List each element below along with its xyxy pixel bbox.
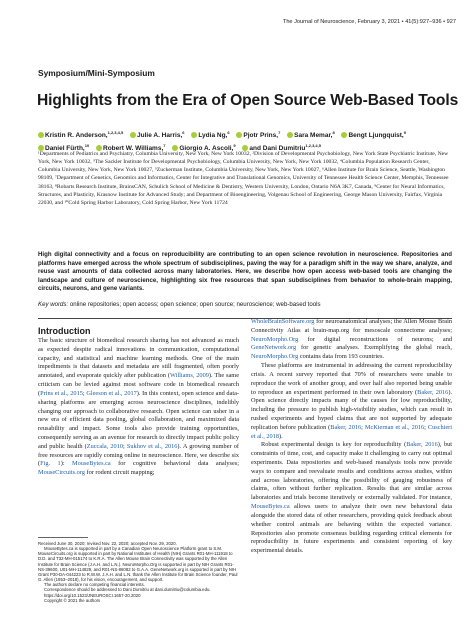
paragraph <box>251 362 452 441</box>
inline-link[interactable]: Fig. 1 <box>40 460 61 468</box>
text-run: for digital reconstructions of neurons; and <box>298 335 452 343</box>
author-affiliation-ref: 7 <box>163 143 166 149</box>
text-run: ). <box>278 432 283 440</box>
inline-link[interactable]: Prins et al., 2015 <box>40 389 83 397</box>
footnote: Correspondence should be addressed to Dani Dumitriu at dani.dumitriu@columbia.edu. <box>44 587 211 593</box>
text-run: ; <box>424 423 428 431</box>
author-name: Daniel Fürth, <box>45 145 85 153</box>
text-run: for cognitive behavioral data analyses; <box>110 460 240 468</box>
orcid-icon[interactable] <box>287 132 293 138</box>
text-run: Robust experimental design is key for reproducibility ( <box>261 441 407 449</box>
author-affiliation-ref: 9 <box>233 143 236 149</box>
author-affiliation-ref: 6 <box>182 130 185 135</box>
author-name: and Dani Dumitriu <box>249 145 306 153</box>
affiliations: ¹Departments of Pediatrics and Psychiatry, Columbia University, New York, New York 10032, ²Division of Developmental Psychobiology, New York State Psychiatric Institute, New York, New York 10032, ³The Sackler Institute for Developmental Psychobiology, Columbia University, New York, New York 10032, ⁴Columbia Population Research Center, Columbia University, New York, New York 10027, ⁵Zuckerman Institute, Columbia University, New York, New York 10027, ⁶Allen Institute for Brain Science, Seattle, Washington 98109, ⁷Department of Genetics, Genomics and Informatics, Center for Integrative and Translational Genomics, University of Tennessee Health Science Center, Memphis, Tennessee 38163, ⁸Robarts Research Institute, BrainsCAN, Schulich School of Medicine & Dentistry, Western University, London, Ontario N6A 3K7, Canada, ⁹Center for Neural Informatics, Structures, and Plasticity, Krasnow Institute for Advanced Study; and Department of Bioengineering, Volgenau School of Engineering, George Mason University, Fairfax, Virginia 22030, and ¹⁰Cold Spring Harbor Laboratory, Cold Spring Harbor, New York 11724 <box>38 151 449 206</box>
keywords <box>38 301 452 309</box>
orcid-icon[interactable] <box>341 132 347 138</box>
footnote: The authors declare no competing financial interests. <box>44 582 145 588</box>
text-run: ; <box>123 442 127 450</box>
section-heading-introduction: Introduction <box>38 326 91 336</box>
author-affiliation-ref: 10 <box>84 143 90 149</box>
footnote-divider <box>38 537 88 538</box>
author-name: Giorgio A. Ascoli, <box>179 145 234 153</box>
text-run: for genetic analyses. Exemplifying the global reach, <box>296 344 452 352</box>
inline-link[interactable]: WholeBrainSoftware.org <box>251 318 315 325</box>
inline-link[interactable]: NeuroMorpho.Org <box>251 335 299 343</box>
author-name: Kristin R. Anderson, <box>45 132 108 140</box>
inline-link[interactable]: Baker, 2016 <box>330 423 362 431</box>
section-label: Symposium/Mini-Symposium <box>38 68 155 78</box>
author <box>38 132 123 139</box>
author <box>287 132 335 139</box>
text-run: ). A growing number of free resources are rapidly coming online in neuroscience. Here, we describe six ( <box>38 442 239 468</box>
body-column-right <box>251 318 452 556</box>
text-run: These platforms are instrumental in addressing the current reproducibility crisis. A recent survey reported that 70% of researchers were unable to reproduce the work of another group, and over half also reported being unable to reproduce an experiment performed in their own laboratory ( <box>251 362 452 396</box>
author <box>191 132 229 139</box>
inline-link[interactable]: MouseBytes.ca <box>72 460 111 468</box>
inline-link[interactable]: MouseBytes.ca <box>251 503 290 511</box>
paragraph <box>38 337 239 478</box>
text-run: ; <box>82 389 87 397</box>
inline-link[interactable]: GeneNetwork.org <box>251 344 297 352</box>
author-affiliation-ref: 9 <box>403 130 406 135</box>
body-column-left <box>38 337 239 478</box>
inline-link[interactable]: Williams, 2009 <box>169 372 209 380</box>
inline-link[interactable]: MouseCircuits.org <box>38 469 85 477</box>
author <box>341 132 405 139</box>
text-run: ): <box>60 460 73 468</box>
text-run: ), but constraints of time, cost, and capacity make it challenging to carry out optimal experiments. Data repositories and web-based reanalysis tools now provide ways to compare and reevaluate results and conditions across studies, within and across laboratories, offering the possibility of gauging robustness of claims, often without further replication. Results that are similar across laboratories and trials become iteratively or externally validated. For instance, <box>251 441 453 502</box>
keywords-label: Key words: <box>38 301 69 308</box>
author-affiliation-ref: 1,2,3,4,5 <box>107 130 124 135</box>
author-affiliation-ref: 8 <box>332 130 335 135</box>
author-affiliation-ref: 7 <box>278 130 281 135</box>
paragraph <box>251 441 452 556</box>
author-name: Sara Memar, <box>294 132 333 140</box>
inline-link[interactable]: Baker, 2016 <box>417 388 449 396</box>
author-name: Robert W. Williams, <box>103 145 164 153</box>
footnotes <box>38 541 239 603</box>
inline-link[interactable]: Baker, 2016 <box>406 441 438 449</box>
footnote: https://doi.org/10.1523/JNEUROSCI.1657-20.2020 <box>44 592 141 598</box>
orcid-icon[interactable] <box>130 132 136 138</box>
text-run: for neuroanatomical analyses; the Allen Mouse Brain Connectivity Atlas at brain-map.org for mesoscale connectome analyses; <box>251 318 452 334</box>
orcid-icon[interactable] <box>191 132 197 138</box>
inline-link[interactable]: NeuroMorpho.Org <box>251 353 299 361</box>
author-name: Julie A. Harris, <box>137 132 183 140</box>
orcid-icon[interactable] <box>236 132 242 138</box>
inline-link[interactable]: Sukhov et al., 2016 <box>126 442 178 450</box>
text-run: ). The same criticism can be levied against most software code in biomedical research ( <box>38 372 239 397</box>
orcid-icon[interactable] <box>38 132 44 138</box>
text-run: ). In this context, open science and data-sharing platforms are emerging across neuroscience disciplines, indelibly changing our approach to collaborative research. Open science can usher in a new era of efficient data pooling, global collaboration, and maximized data reusability and impact. Some tools also provide training opportunities, consequently serving as an avenue for research to directly impact public policy and public health ( <box>38 389 239 450</box>
author-affiliation-ref: 1,2,3,4,5 <box>305 143 321 149</box>
abstract: High digital connectivity and a focus on reproducibility are contributing to an open science revolution in neuroscience. Repositories and platforms have emerged across the whole spectrum of subdisciplines, paving the way for a paradigm shift in the way we share, analyze, and reuse vast amounts of data collected across many laboratories. Here, we describe how open access web-based tools are changing the landscape and culture of neuroscience, highlighting six free resources that span subdisciplines from behavior to whole-brain mapping, circuits, neurons, and gene variants. <box>38 251 452 293</box>
text-run: allows users to analyze their own new behavioral data alongside the stored data of other researchers, providing quick feedback about whether control animals are behaving within the expected variance. Repositories also promote consensus building regarding critical elements for reproducibility in future experiments and consistent reporting of key experimental details. <box>251 503 452 555</box>
author <box>130 132 185 139</box>
text-run: contains data from 193 countries. <box>298 353 384 361</box>
author-affiliation-ref: 6 <box>227 130 230 135</box>
author-name: Bengt Ljungquist, <box>348 132 404 140</box>
paragraph <box>251 318 452 362</box>
text-run: for rodent circuit mapping; <box>84 469 155 477</box>
author-name: Pjotr Prins, <box>243 132 279 140</box>
author <box>236 132 280 139</box>
text-run: ). Open science directly impacts many of the causes for low reproducibility, including the pressure to publish high-visibility studies, which can result in rushed experiments and hyped claims that are not supported by adequate replication before publication ( <box>251 388 453 431</box>
running-head: The Journal of Neuroscience, February 3, 2021 • 41(5):927–936 • 927 <box>282 19 456 25</box>
footnote: Received June 30, 2020; revised Nov. 22, 2020; accepted Nov. 29, 2020. <box>38 541 177 546</box>
author-name: Lydia Ng, <box>198 132 228 140</box>
inline-link[interactable]: Zuccala, 2010 <box>86 442 123 450</box>
footnote: MouseBytes.ca is supported in part by a Canadian Open Neuroscience Platform grant to S.M. MouseCircuits.org is supported in part by National Institutes of Health (NIH) Grants R01-MH-111918 to D.D. and T32-MH-015174 to K.R.A. The Allen Mouse Brain Connectivity was supported by the Allen Institute for Brain Science (J.A.H. and L.N.). NeuroMorpho.Org is supported in part by NIH Grants R01-NS-39600, U01-MH-114829, and R01-NS-86082 to G.A.A. GeneNetwork.org is supported in part by NIH Grant P30-DA-044223 to R.W.W. J.A.H. and L.N. thank the Allen Institute for Brain Science founder, Paul G. Allen (1953–2018), for his vision, encouragement, and support. <box>38 546 238 583</box>
keywords-text: online repositories; open access; open science; open source; neuroscience; web-based tools <box>69 301 321 308</box>
inline-link[interactable]: Cuschieri et al., 2018 <box>251 423 453 440</box>
text-run: The basic structure of biomedical research sharing has not advanced as much as expected despite radical innovations in communication, computational capacity, and statistical and machine learning methods. One of the main impediments is that datasets and metadata are still fragmented, often poorly annotated, and evaporate quickly after publication ( <box>38 337 239 380</box>
inline-link[interactable]: McKiernan et al., 2016 <box>364 423 425 431</box>
footnote: Copyright © 2021 the authors <box>44 597 101 603</box>
text-run: ; <box>361 423 365 431</box>
article-title: Highlights from the Era of Open Source Web-Based Tools <box>37 92 459 109</box>
inline-link[interactable]: Gleeson et al., 2017 <box>86 389 137 397</box>
